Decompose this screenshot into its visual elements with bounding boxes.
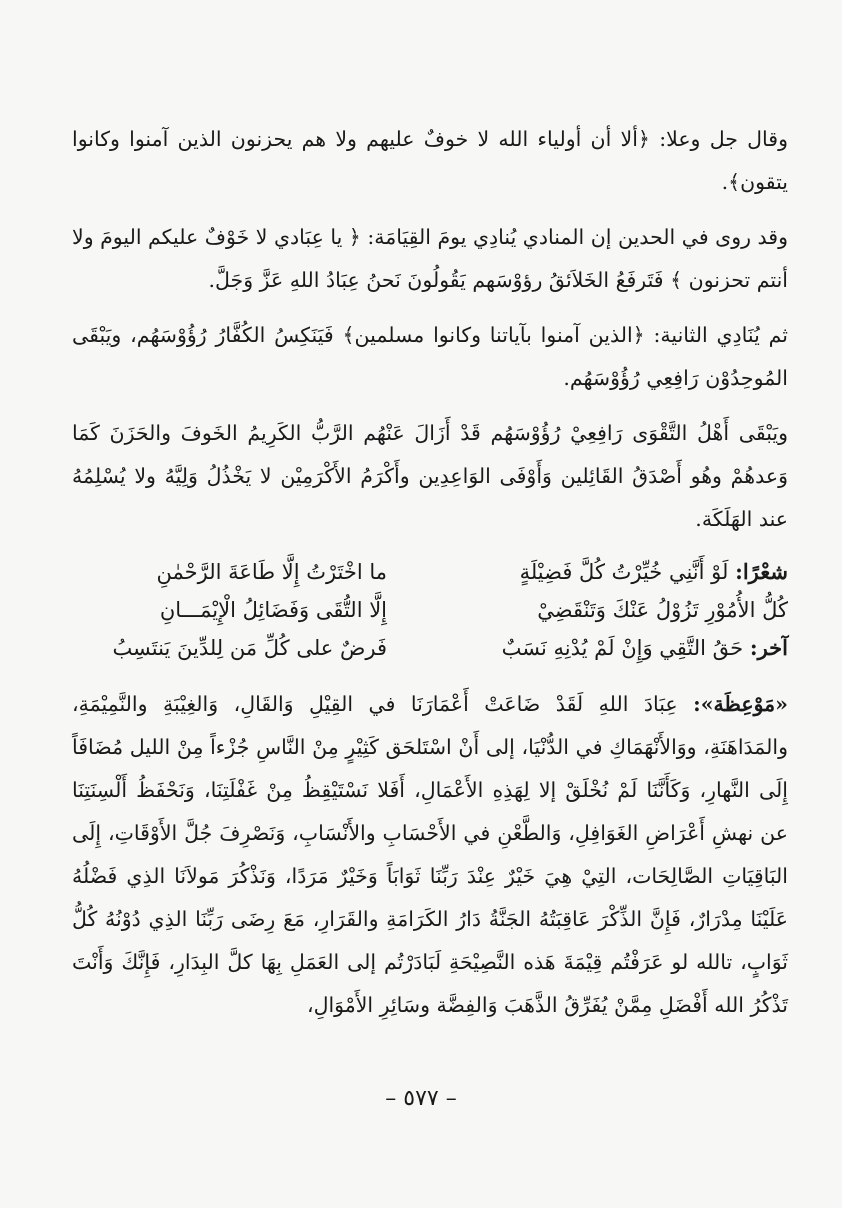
poem-hemistich-second: إِلَّا التُّقَى وَفَضَائِلُ الْإِيْمَـــانِ (159, 598, 388, 622)
poem-text: لَوْ أَنَّنِي خُيِّرْتُ كُلَّ فَضِيْلَةٍ (519, 560, 729, 584)
page-number: – ٥٧٧ – (385, 1086, 457, 1111)
paragraph-text: وقال جل وعلا: ﴿ألا أن أولياء الله لا خوفٌ عليهم ولا هم يحزنون الذين آمنوا وكانوا يتقون﴾. (72, 127, 788, 194)
poem-text: حَقُ التَّقِي وَإِنْ لَمْ يُدْنِهِ نَسَبٌ (501, 636, 744, 660)
poem-line (72, 553, 788, 591)
poem-hemistich-first (430, 591, 788, 629)
poem-line (72, 591, 788, 629)
poem-hemistich-first (430, 553, 788, 591)
poem-text: كُلُّ الأُمُوْرِ تَزُوْلُ عَنْكَ وَتَنْقَضِيْ (537, 598, 788, 622)
mawitha-text: عِبَادَ اللهِ لَقَدْ ضَاعَتْ أَعْمَارَنَا في القِيْلِ وَالقَالِ، وَالغِيْبَةِ والنَّمِيْمَةِ، والمَدَاهَنَةِ، ووَالأَنْهَمَاكِ في الدُّنْيَا، إلى أَنْ اسْتَلحَق كَثِيْرٍ مِنْ النَّاسِ جُزْءاً مِنْ الليل مُضَافَاً إِلَى النَّهارِ، وَكَأَنَّنَا لَمْ نُخْلَقْ إلا لِهَذِهِ الأَعْمَالِ، أَفَلا نَسْتَيْقِظُ مِنْ غَفْلَتِنَا، وَنَحْفَظُ أَلْسِنَتِنَا عن نهشِ أَعْرَاضِ الغَوَافِلِ، وَالطَّعْنِ في الأَحْسَابِ والأَنْسَابِ، وَنَصْرِفَ جُلَّ الأَوْقَاتِ، إِلَى البَاقِيَاتِ الصَّالِحَات، التِيْ هِيَ خَيْرٌ عِنْدَ رَبِّنَا ثَوَابَاً وَخَيْرٌ مَرَدًا، وَنَذْكُرَ مَولاَنَا الذِي فَضْلُهُ عَلَيْنَا مِدْرَارٌ، فَإِنَّ الذِّكْرَ عَاقِبَتُهُ الجَنَّةُ دَارُ الكَرَامَةِ والقَرَارِ، مَعَ رِضَى رَبِّنَا الذِي دُوْنُهُ كُلُّ ثَوَابٍ، تالله لو عَرَفْتُم قِيْمَةَ هَذه النَّصِيْحَةِ لَبَادَرْتُم إلى العَمَلِ بِهَا كلَّ البِدَارِ، فَإِنَّكَ وَأَنْتَ تَذْكُرُ الله أَفْضَلِ مِمَّنْ يُفَرِّقُ الذَّهَبَ وَالفِضَّة وسَائِرِ الأَمْوَالِ، (72, 692, 788, 1017)
paragraph-1 (72, 118, 788, 204)
paragraph-2 (72, 216, 788, 302)
paragraph-text: ويَبْقَى أَهْلُ التَّقْوَى رَافِعِيْ رُؤُوْسَهُم قَدْ أَزَالَ عَنْهُم الرَّبُّ الكَرِيمُ الخَوفَ والحَزَنَ كَمَا وَعدهُمْ وهُو أَصْدَقُ القَائِلين وَأَوْفَى الوَاعِدِين وأَكْرَمُ الأَكْرَمِيْن لا يَخْذُلُ وَلِيَّهُ ولا يُسْلِمُهُ عند الهَلَكَة. (72, 421, 788, 531)
paragraph-5 (72, 683, 788, 1027)
poem-block (72, 553, 788, 667)
poem-label: آخر: (749, 635, 788, 660)
paragraph-text: ثم يُنَادِي الثانية: ﴿الذين آمنوا بآياتنا وكانوا مسلمين﴾ فَيَنَكِسُ الكُفَّارُ رُؤُوْسَهُم، ويَبْقَى المُوحِدُوْن رَافِعِي رُؤُوْسَهُم. (72, 323, 788, 390)
mawitha-label: «مَوْعِظَة»: (693, 692, 788, 716)
poem-line (72, 629, 788, 667)
poem-hemistich-first (430, 629, 788, 667)
paragraph-4 (72, 412, 788, 541)
poem-hemistich-second: فَرضٌ على كُلِّ مَن لِلدِّينَ يَنتَسِبُ (112, 636, 388, 660)
paragraph-3 (72, 314, 788, 400)
paragraph-text (72, 683, 788, 1027)
poem-hemistich-second: ما اخْتَرْتُ إِلَّا طَاعَةَ الرَّحْمٰنِ (156, 560, 388, 584)
poem-label: شعْرًا: (735, 559, 788, 584)
paragraph-text: وقد روى في الحدين إن المنادي يُنادِي يومَ القِيَامَة: ﴿ يا عِبَادي لا خَوْفٌ عليكم اليومَ ولا أنتم تحزنون ﴾ فَتَرفَعُ الخَلاَئقُ رؤوْسَهم يَقُولُونَ نَحنُ عِبَادُ اللهِ عَزَّ وَجَلَّ. (72, 225, 788, 292)
